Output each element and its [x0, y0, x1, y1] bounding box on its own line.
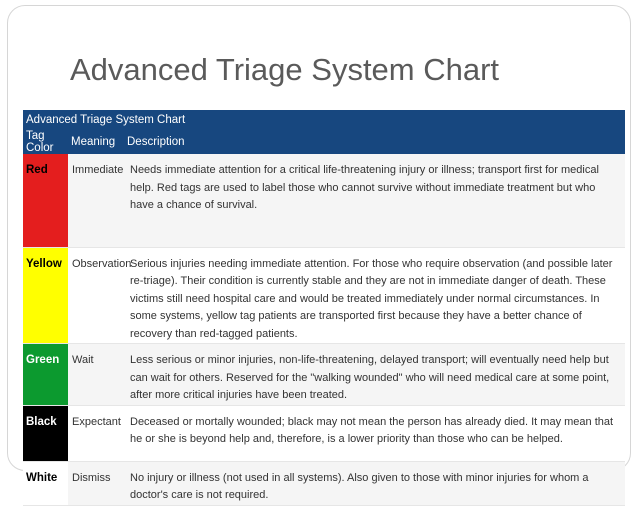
meaning-cell: Expectant	[68, 405, 124, 461]
header-tag-color: Tag Color	[23, 130, 68, 154]
table-row-white	[23, 461, 625, 505]
tag-color-cell: Green	[23, 344, 68, 406]
table-title: Advanced Triage System Chart	[23, 110, 625, 130]
table-row-green	[23, 344, 625, 406]
meaning-cell: Observation	[68, 247, 124, 344]
slide-title: Advanced Triage System Chart	[70, 52, 500, 87]
description-cell: Serious injuries needing immediate attention. For those who require observation (and possible later re-triage). Their condition is currently stable and they are not in immediate danger of death. These victims still need hospital care and would be treated immediately under normal circumstances. In some systems, yellow tag patients are transported first because they have a better chance of recovery than red-tagged patients.	[124, 247, 625, 344]
tag-color-cell: Yellow	[23, 247, 68, 344]
table-row-black	[23, 405, 625, 461]
table-title-row	[23, 110, 625, 130]
table-row-red	[23, 154, 625, 247]
table-header-row	[23, 130, 625, 154]
meaning-cell: Immediate	[68, 154, 124, 247]
tag-color-cell: Red	[23, 154, 68, 247]
tag-color-cell: Black	[23, 405, 68, 461]
triage-table	[23, 110, 625, 506]
meaning-cell: Wait	[68, 344, 124, 406]
table-row-yellow	[23, 247, 625, 344]
header-meaning: Meaning	[68, 130, 124, 154]
description-cell: Less serious or minor injuries, non-life-threatening, delayed transport; will eventually need help but can wait for others. Reserved for the "walking wounded" who will need medical care at some point, after more critical injuries have been treated.	[124, 344, 625, 406]
meaning-cell: Dismiss	[68, 461, 124, 505]
description-cell: Deceased or mortally wounded; black may not mean the person has already died. It may mean that he or she is beyond help and, therefore, is a lower priority than those who can be helped.	[124, 405, 625, 461]
description-cell: No injury or illness (not used in all systems). Also given to those with minor injuries for whom a doctor's care is not required.	[124, 461, 625, 505]
header-description: Description	[124, 130, 625, 154]
tag-color-cell: White	[23, 461, 68, 505]
description-cell: Needs immediate attention for a critical life-threatening injury or illness; transport first for medical help. Red tags are used to label those who cannot survive without immediate treatment but who have a chance of survival.	[124, 154, 625, 247]
